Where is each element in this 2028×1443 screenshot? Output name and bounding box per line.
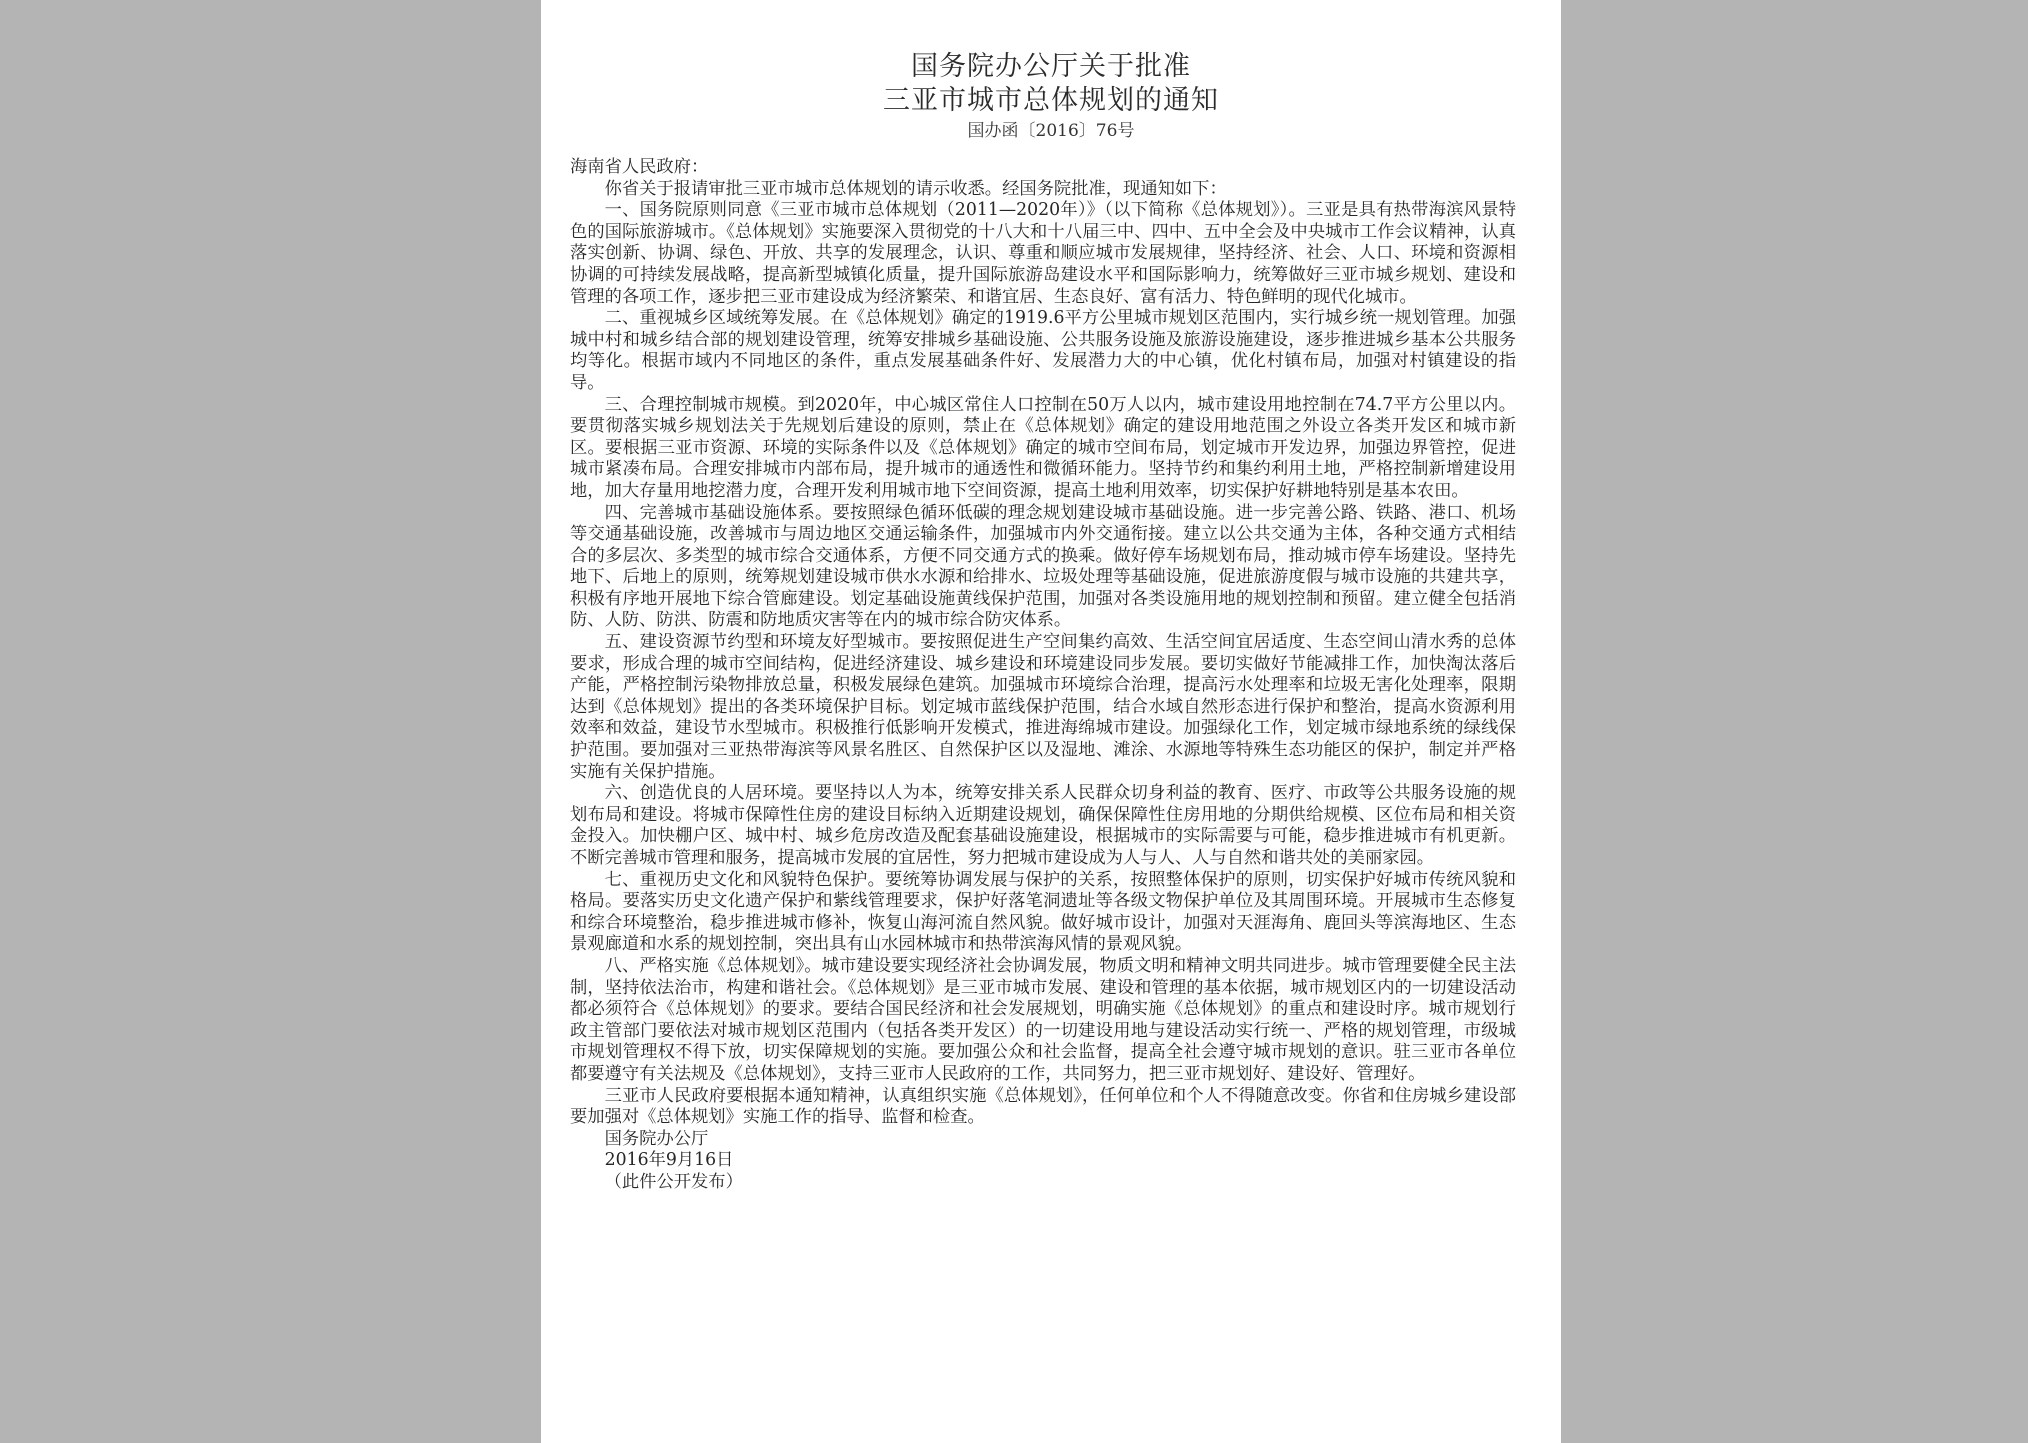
paragraph-closing: 三亚市人民政府要根据本通知精神，认真组织实施《总体规划》，任何单位和个人不得随意改变。你省和住房城乡建设部要加强对《总体规划》实施工作的指导、监督和检查。	[570, 1085, 1516, 1128]
document-number: 国办函〔2016〕76号	[967, 121, 1135, 141]
paragraph-1: 一、国务院原则同意《三亚市城市总体规划（2011—2020年）》（以下简称《总体规划》）。三亚是具有热带海滨风景特色的国际旅游城市。《总体规划》实施要深入贯彻党的十八大和十八届三中、四中、五中全会及中央城市工作会议精神，认真落实创新、协调、绿色、开放、共享的发展理念，认识、尊重和顺应城市发展规律，坚持经济、社会、人口、环境和资源相协调的可持续发展战略，提高新型城镇化质量，提升国际旅游岛建设水平和国际影响力，统筹做好三亚市城乡规划、建设和管理的各项工作，逐步把三亚市建设成为经济繁荣、和谐宜居、生态良好、富有活力、特色鲜明的现代化城市。	[570, 200, 1516, 307]
paragraph-2: 二、重视城乡区域统筹发展。在《总体规划》确定的1919.6平方公里城市规划区范围内，实行城乡统一规划管理。加强城中村和城乡结合部的规划建设管理，统筹安排城乡基础设施、公共服务设施及旅游设施建设，逐步推进城乡基本公共服务均等化。根据市域内不同地区的条件，重点发展基础条件好、发展潜力大的中心镇，优化村镇布局，加强对村镇建设的指导。	[570, 308, 1516, 393]
paragraph-7: 七、重视历史文化和风貌特色保护。要统筹协调发展与保护的关系，按照整体保护的原则，切实保护好城市传统风貌和格局。要落实历史文化遗产保护和紫线管理要求，保护好落笔洞遗址等各级文物保护单位及其周围环境。开展城市生态修复和综合环境整治，稳步推进城市修补，恢复山海河流自然风貌。做好城市设计，加强对天涯海角、鹿回头等滨海地区、生态景观廊道和水系的规划控制，突出具有山水园林城市和热带滨海风情的景观风貌。	[570, 869, 1516, 955]
signature-org: 国务院办公厅	[604, 1128, 709, 1149]
paragraph-4: 四、完善城市基础设施体系。要按照绿色循环低碳的理念规划建设城市基础设施。进一步完善公路、铁路、港口、机场等交通基础设施，改善城市与周边地区交通运输条件，加强城市内外交通衔接。建立以公共交通为主体，各种交通方式相结合的多层次、多类型的城市综合交通体系，方便不同交通方式的换乘。做好停车场规划布局，推动城市停车场建设。坚持先地下、后地上的原则，统筹规划建设城市供水水源和给排水、垃圾处理等基础设施，促进旅游度假与城市设施的共建共享，积极有序地开展地下综合管廊建设。划定基础设施黄线保护范围，加强对各类设施用地的规划控制和预留。建立健全包括消防、人防、防洪、防震和防地质灾害等在内的城市综合防灾体系。	[570, 502, 1516, 631]
paragraph-8: 八、严格实施《总体规划》。城市建设要实现经济社会协调发展，物质文明和精神文明共同进步。城市管理要健全民主法制，坚持依法治市，构建和谐社会。《总体规划》是三亚市城市发展、建设和管理的基本依据，城市规划区内的一切建设活动都必须符合《总体规划》的要求。要结合国民经济和社会发展规划，明确实施《总体规划》的重点和建设时序。城市规划行政主管部门要依法对城市规划区范围内（包括各类开发区）的一切建设用地与建设活动实行统一、严格的规划管理，市级城市规划管理权不得下放，切实保障规划的实施。要加强公众和社会监督，提高全社会遵守城市规划的意识。驻三亚市各单位都要遵守有关法规及《总体规划》，支持三亚市人民政府的工作，共同努力，把三亚市规划好、建设好、管理好。	[570, 955, 1516, 1084]
document-page	[541, 0, 1561, 1443]
paragraph-3: 三、合理控制城市规模。到2020年，中心城区常住人口控制在50万人以内，城市建设用地控制在74.7平方公里以内。要贯彻落实城乡规划法关于先规划后建设的原则，禁止在《总体规划》确定的建设用地范围之外设立各类开发区和城市新区。要根据三亚市资源、环境的实际条件以及《总体规划》确定的城市空间布局，划定城市开发边界，加强边界管控，促进城市紧凑布局。合理安排城市内部布局，提升城市的通透性和微循环能力。坚持节约和集约利用土地，严格控制新增建设用地，加大存量用地挖潜力度，合理开发利用城市地下空间资源，提高土地利用效率，切实保护好耕地特别是基本农田。	[570, 394, 1516, 501]
paragraph-6: 六、创造优良的人居环境。要坚持以人为本，统筹安排关系人民群众切身利益的教育、医疗、市政等公共服务设施的规划布局和建设。将城市保障性住房的建设目标纳入近期建设规划，确保保障性住房用地的分期供给规模、区位布局和相关资金投入。加快棚户区、城中村、城乡危房改造及配套基础设施建设，根据城市的实际需要与可能，稳步推进城市有机更新。不断完善城市管理和服务，提高城市发展的宜居性，努力把城市建设成为人与人、人与自然和谐共处的美丽家园。	[570, 783, 1516, 868]
signature-date: 2016年9月16日	[604, 1150, 734, 1171]
salutation: 海南省人民政府：	[570, 157, 709, 177]
paragraph-intro: 你省关于报请审批三亚市城市总体规划的请示收悉。经国务院批准，现通知如下：	[604, 178, 1227, 199]
document-title-line-1: 国务院办公厅关于批准	[911, 51, 1191, 82]
release-note: （此件公开发布）	[604, 1171, 743, 1192]
document-title-line-2: 三亚市城市总体规划的通知	[883, 85, 1219, 116]
paragraph-5: 五、建设资源节约型和环境友好型城市。要按照促进生产空间集约高效、生活空间宜居适度、生态空间山清水秀的总体要求，形成合理的城市空间结构，促进经济建设、城乡建设和环境建设同步发展。要切实做好节能减排工作，加快淘汰落后产能，严格控制污染物排放总量，积极发展绿色建筑。加强城市环境综合治理，提高污水处理率和垃圾无害化处理率，限期达到《总体规划》提出的各类环境保护目标。划定城市蓝线保护范围，结合水域自然形态进行保护和整治，提高水资源利用效率和效益，建设节水型城市。积极推行低影响开发模式，推进海绵城市建设。加强绿化工作，划定城市绿地系统的绿线保护范围。要加强对三亚热带海滨等风景名胜区、自然保护区以及湿地、滩涂、水源地等特殊生态功能区的保护，制定并严格实施有关保护措施。	[570, 632, 1516, 782]
document-body	[570, 157, 1516, 1194]
